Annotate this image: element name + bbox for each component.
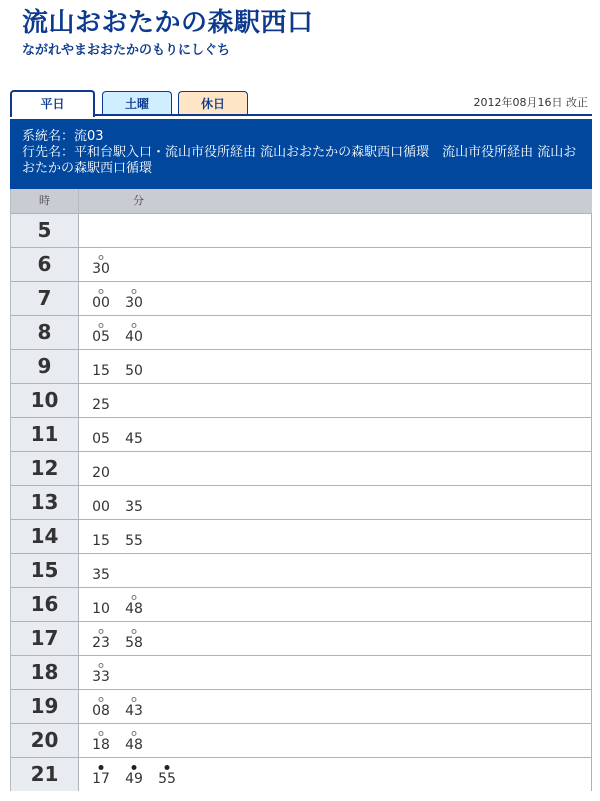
minute-text: 00 <box>92 295 110 311</box>
hour-cell: 19 <box>11 690 79 723</box>
departure-minute <box>122 295 146 311</box>
route-info <box>10 119 592 189</box>
hour-column-header: 時 <box>11 189 79 213</box>
departure-minute <box>89 261 113 277</box>
minutes-cell <box>79 418 592 451</box>
minute-text: 05 <box>92 329 110 345</box>
minute-text: 33 <box>92 669 110 685</box>
hour-cell: 8 <box>11 316 79 349</box>
departure-minute <box>89 771 113 787</box>
minute-text: 25 <box>92 397 110 413</box>
open-circle-icon <box>132 629 137 634</box>
minute-text: 00 <box>92 499 110 515</box>
departure-minute <box>89 499 113 515</box>
timetable-row <box>11 723 592 757</box>
minutes-cell <box>79 520 592 553</box>
departure-minute <box>89 533 113 549</box>
minutes-cell <box>79 248 592 281</box>
timetable-row <box>11 519 592 553</box>
timetable-row <box>11 315 592 349</box>
minute-text: 23 <box>92 635 110 651</box>
minutes-cell <box>79 690 592 723</box>
timetable-body <box>11 213 592 791</box>
hour-cell: 21 <box>11 758 79 791</box>
departure-minute <box>122 601 146 617</box>
open-circle-icon <box>132 595 137 600</box>
departure-minute <box>89 431 113 447</box>
minute-text: 20 <box>92 465 110 481</box>
tab-underline <box>10 114 592 116</box>
timetable-row <box>11 689 592 723</box>
hour-cell: 20 <box>11 724 79 757</box>
route-destination: 行先名：平和台駅入口・流山市役所経由 流山おおたかの森駅西口循環 流山市役所経由 流山おおたかの森駅西口循環 <box>22 145 577 176</box>
filled-dot-icon <box>99 765 104 770</box>
open-circle-icon <box>132 289 137 294</box>
minutes-cell <box>79 214 592 247</box>
day-type-tabs <box>0 85 600 116</box>
open-circle-icon <box>99 255 104 260</box>
minutes-cell <box>79 486 592 519</box>
hour-cell: 16 <box>11 588 79 621</box>
timetable-row <box>11 349 592 383</box>
hour-cell: 10 <box>11 384 79 417</box>
minutes-cell <box>79 588 592 621</box>
timetable <box>10 189 592 791</box>
timetable-row <box>11 213 592 247</box>
minutes-cell <box>79 554 592 587</box>
minutes-cell <box>79 452 592 485</box>
minute-text: 35 <box>92 567 110 583</box>
open-circle-icon <box>99 731 104 736</box>
departure-minute <box>122 703 146 719</box>
departure-minute <box>89 397 113 413</box>
tab-weekday[interactable]: 平日 <box>10 90 95 117</box>
departure-minute <box>89 329 113 345</box>
minute-text: 48 <box>125 601 143 617</box>
minute-text: 50 <box>125 363 143 379</box>
minute-text: 18 <box>92 737 110 753</box>
departure-minute <box>122 329 146 345</box>
departure-minute <box>122 771 146 787</box>
departure-minute <box>89 567 113 583</box>
timetable-row <box>11 417 592 451</box>
departure-minute <box>122 635 146 651</box>
minute-text: 48 <box>125 737 143 753</box>
departure-minute <box>122 533 146 549</box>
departure-minute <box>122 363 146 379</box>
departure-minute <box>89 295 113 311</box>
hour-cell: 17 <box>11 622 79 655</box>
departure-minute <box>122 737 146 753</box>
minutes-cell <box>79 622 592 655</box>
timetable-header <box>11 189 592 213</box>
minute-text: 55 <box>125 533 143 549</box>
hour-cell: 14 <box>11 520 79 553</box>
open-circle-icon <box>132 697 137 702</box>
timetable-row <box>11 655 592 689</box>
timetable-row <box>11 485 592 519</box>
filled-dot-icon <box>132 765 137 770</box>
page-subtitle-reading: ながれやまおおたかのもりにしぐち <box>22 43 231 58</box>
minute-text: 05 <box>92 431 110 447</box>
timetable-row <box>11 621 592 655</box>
minute-text: 45 <box>125 431 143 447</box>
minute-text: 40 <box>125 329 143 345</box>
minute-text: 49 <box>125 771 143 787</box>
departure-minute <box>122 431 146 447</box>
timetable-row <box>11 247 592 281</box>
minutes-cell <box>79 758 592 791</box>
minute-column-header: 分 <box>133 194 144 207</box>
hour-cell: 11 <box>11 418 79 451</box>
minutes-cell <box>79 656 592 689</box>
page-header <box>0 0 600 64</box>
minute-text: 55 <box>158 771 176 787</box>
minutes-cell <box>79 724 592 757</box>
open-circle-icon <box>132 323 137 328</box>
hour-cell: 7 <box>11 282 79 315</box>
minute-text: 10 <box>92 601 110 617</box>
revision-date: 2012年08月16日 改正 <box>473 96 588 109</box>
departure-minute <box>89 601 113 617</box>
minute-text: 30 <box>125 295 143 311</box>
hour-cell: 18 <box>11 656 79 689</box>
page-title: 流山おおたかの森駅西口 <box>22 8 314 38</box>
minutes-cell <box>79 282 592 315</box>
tab-holiday[interactable]: 休日 <box>178 91 248 116</box>
departure-minute <box>122 499 146 515</box>
departure-minute <box>155 771 179 787</box>
hour-cell: 13 <box>11 486 79 519</box>
minute-text: 15 <box>92 533 110 549</box>
timetable-row <box>11 587 592 621</box>
open-circle-icon <box>99 629 104 634</box>
open-circle-icon <box>132 731 137 736</box>
minute-text: 43 <box>125 703 143 719</box>
hour-cell: 15 <box>11 554 79 587</box>
minute-text: 17 <box>92 771 110 787</box>
departure-minute <box>89 465 113 481</box>
timetable-row <box>11 383 592 417</box>
timetable-row <box>11 757 592 791</box>
minutes-cell <box>79 384 592 417</box>
route-number: 系統名：流03 <box>22 129 104 144</box>
departure-minute <box>89 737 113 753</box>
departure-minute <box>89 703 113 719</box>
hour-cell: 12 <box>11 452 79 485</box>
hour-cell: 5 <box>11 214 79 247</box>
minute-text: 30 <box>92 261 110 277</box>
minutes-cell <box>79 316 592 349</box>
minute-text: 58 <box>125 635 143 651</box>
open-circle-icon <box>99 289 104 294</box>
timetable-row <box>11 451 592 485</box>
departure-minute <box>89 669 113 685</box>
timetable-row <box>11 281 592 315</box>
open-circle-icon <box>99 323 104 328</box>
hour-cell: 6 <box>11 248 79 281</box>
hour-cell: 9 <box>11 350 79 383</box>
departure-minute <box>89 635 113 651</box>
tab-saturday[interactable]: 土曜 <box>102 91 172 116</box>
open-circle-icon <box>99 663 104 668</box>
minute-text: 35 <box>125 499 143 515</box>
minutes-cell <box>79 350 592 383</box>
minute-text: 15 <box>92 363 110 379</box>
open-circle-icon <box>99 697 104 702</box>
filled-dot-icon <box>165 765 170 770</box>
minute-text: 08 <box>92 703 110 719</box>
timetable-row <box>11 553 592 587</box>
departure-minute <box>89 363 113 379</box>
